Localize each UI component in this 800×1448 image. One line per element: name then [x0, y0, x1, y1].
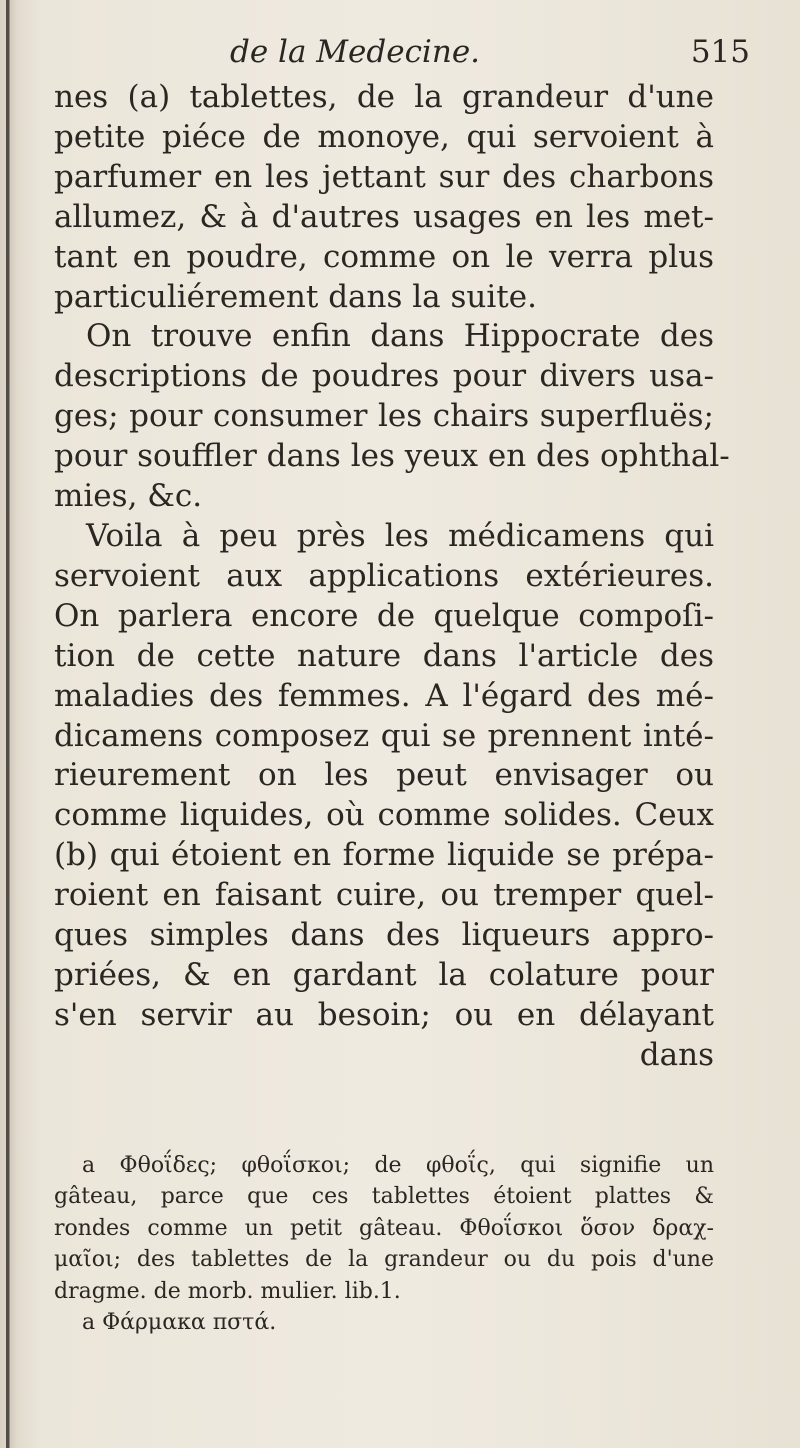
text-line: s'en servir au besoin; ou en délayant	[54, 996, 714, 1033]
text-line: dicamens composez qui se prennent inté-	[54, 717, 714, 754]
text-line: roient en faisant cuire, ou tremper quel-	[54, 877, 714, 914]
text-line: priées, & en gardant la colature pour	[54, 956, 714, 993]
text-line: pour souffler dans les yeux en des ophthal-	[54, 438, 730, 475]
text-line: (b) qui étoient en forme liquide se prépa-	[54, 837, 714, 874]
text-line: allumez, & à d'autres usages en les met-	[54, 198, 714, 235]
text-line: Voila à peu près les médicamens qui	[86, 517, 714, 554]
footnote-line: a Φάρμακα πστά.	[82, 1310, 277, 1336]
catchword: dans	[639, 1036, 714, 1073]
text-line: ges; pour consumer les chairs superfluës;	[54, 398, 714, 435]
footnote-line: rondes comme un petit gâteau. Φθοΐσκοι ὅσον δραχ-	[54, 1215, 714, 1241]
text-line: servoient aux applications extérieures.	[54, 557, 714, 594]
text-line: ques simples dans des liqueurs appro-	[54, 917, 714, 954]
body-text	[54, 78, 730, 1076]
footnote-line: μαῖοι; des tablettes de la grandeur ou du pois d'une	[54, 1247, 714, 1273]
page-number: 515	[690, 34, 750, 70]
text-line: parfumer en les jettant sur des charbons	[54, 158, 714, 195]
text-line: nes (a) tablettes, de la grandeur d'une	[54, 79, 714, 115]
text-line: comme liquides, où comme solides. Ceux	[54, 797, 714, 834]
text-line: On parlera encore de quelque compoſi-	[54, 597, 714, 634]
text-line: On trouve enfin dans Hippocrate des	[86, 318, 714, 355]
footnote-line: a Φθοΐδες; φθοΐσκοι; de φθοΐς, qui signifie un	[82, 1153, 714, 1178]
text-line: particuliérement dans la suite.	[54, 278, 537, 315]
running-title: de la Medecine.	[230, 34, 481, 70]
footnote-line: gâteau, parce que ces tablettes étoient plattes &	[54, 1184, 714, 1210]
text-line: descriptions de poudres pour divers usa-	[54, 358, 714, 395]
page-header	[60, 34, 750, 74]
footnotes	[54, 1150, 714, 1338]
text-line: mies, &c.	[54, 478, 203, 515]
text-line: maladies des femmes. A l'égard des mé-	[54, 677, 714, 714]
text-line: rieurement on les peut envisager ou	[54, 757, 714, 794]
text-line: tion de cette nature dans l'article des	[54, 637, 714, 674]
text-line: tant en poudre, comme on le verra plus	[54, 238, 714, 275]
text-line: petite piéce de monoye, qui servoient à	[54, 118, 714, 155]
book-spine	[6, 0, 18, 1448]
footnote-line: dragme. de morb. mulier. lib.1.	[54, 1278, 401, 1304]
